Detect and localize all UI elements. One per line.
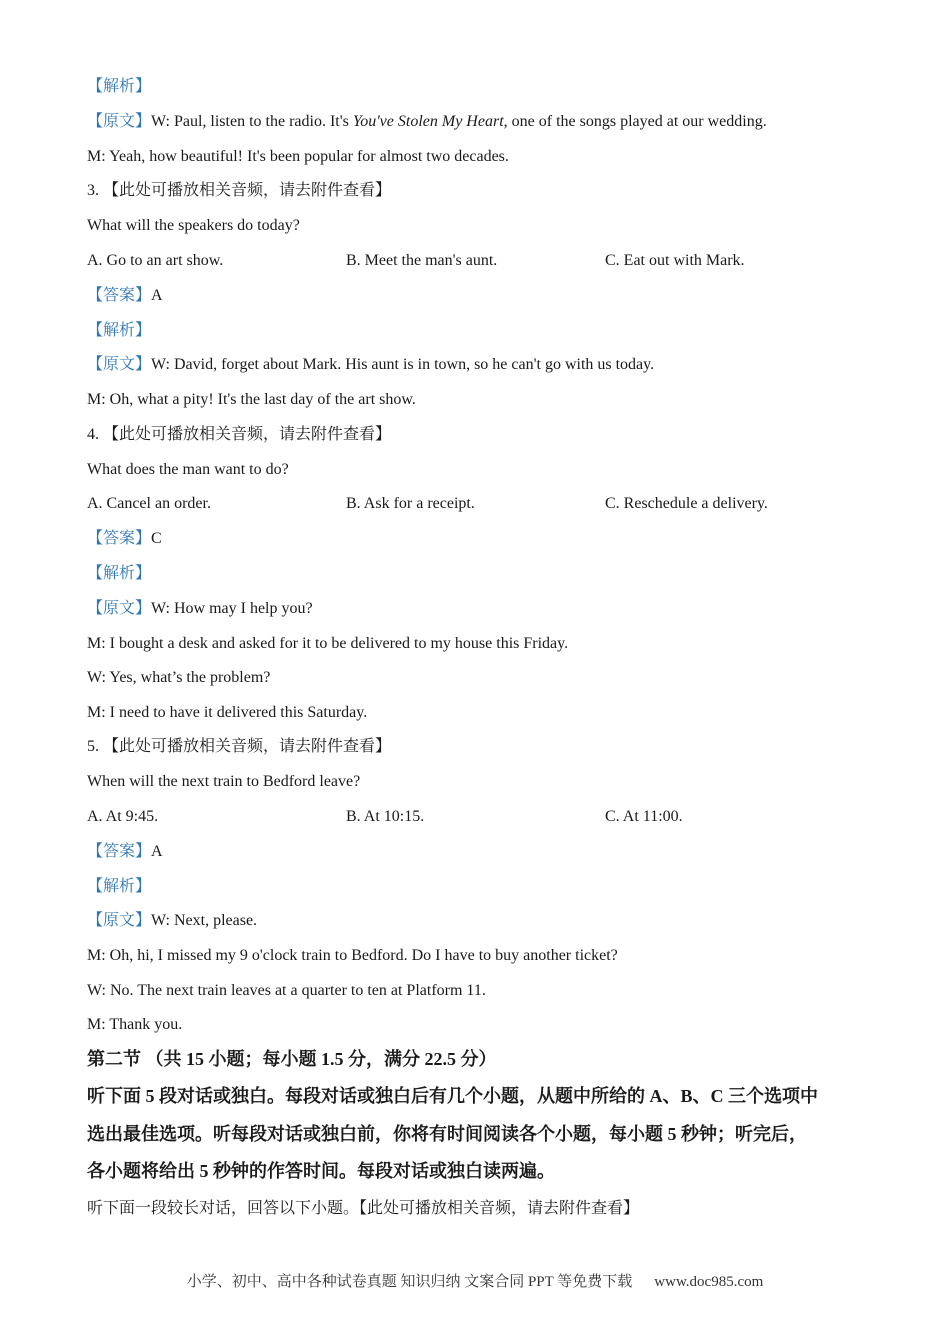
option-c: C. At 11:00. <box>605 808 683 825</box>
answer-line <box>87 842 163 862</box>
transcript-line: 【原文】W: David, forget about Mark. His aunt is in town, so he can't go with us today. <box>87 356 655 373</box>
transcript-tag: 【原文】 <box>87 912 152 929</box>
answer-line <box>87 286 163 306</box>
option-b: B. Ask for a receipt. <box>346 495 475 512</box>
transcript-tag: 【原文】 <box>87 113 152 130</box>
footer-site-link[interactable]: www.doc985.com <box>654 1274 764 1290</box>
question-text: What will the speakers do today? <box>87 217 300 234</box>
option-b: B. Meet the man's aunt. <box>346 252 498 269</box>
option-c: C. Eat out with Mark. <box>605 252 745 269</box>
option-a: A. At 9:45. <box>87 808 159 825</box>
analysis-tag: 【解析】 <box>87 878 152 895</box>
transcript-line: 【原文】W: Next, please. <box>87 912 258 929</box>
section-instructions: 选出最佳选项。听每段对话或独白前，你将有时间阅读各个小题，每小题 5 秒钟；听完后， <box>87 1124 807 1144</box>
question-header: 4. 【此处可播放相关音频，请去附件查看】 <box>87 426 392 443</box>
transcript-line: M: Oh, hi, I missed my 9 o'clock train to Bedford. Do I have to buy another ticket? <box>87 947 618 964</box>
question-text: What does the man want to do? <box>87 461 289 478</box>
question-header: 5. 【此处可播放相关音频，请去附件查看】 <box>87 738 392 755</box>
section-intro: 听下面一段较长对话，回答以下小题。【此处可播放相关音频，请去附件查看】 <box>87 1200 640 1217</box>
transcript-line: M: I need to have it delivered this Saturday. <box>87 704 368 721</box>
option-a: A. Cancel an order. <box>87 495 211 512</box>
question-header: 3. 【此处可播放相关音频，请去附件查看】 <box>87 182 392 199</box>
transcript-line: W: Yes, what’s the problem? <box>87 669 271 686</box>
question-text: When will the next train to Bedford leave? <box>87 773 361 790</box>
transcript-line: M: Oh, what a pity! It's the last day of the art show. <box>87 391 416 408</box>
transcript-line: 【原文】W: Paul, listen to the radio. It's You've Stolen My Heart, one of the songs played at our wedding. <box>87 113 767 130</box>
analysis-tag: 【解析】 <box>87 565 152 582</box>
section-instructions: 各小题将给出 5 秒钟的作答时间。每段对话或独白读两遍。 <box>87 1161 555 1181</box>
transcript-line: M: Yeah, how beautiful! It's been popular for almost two decades. <box>87 148 509 165</box>
transcript-line: M: I bought a desk and asked for it to be delivered to my house this Friday. <box>87 635 569 652</box>
answer-value: A <box>151 287 163 304</box>
section-instructions: 听下面 5 段对话或独白。每段对话或独白后有几个小题，从题中所给的 A、B、C 三个选项中 <box>87 1086 818 1106</box>
transcript-line: M: Thank you. <box>87 1016 183 1033</box>
analysis-tag: 【解析】 <box>87 78 152 95</box>
transcript-line: 【原文】W: How may I help you? <box>87 600 313 617</box>
page-footer <box>0 1270 950 1291</box>
analysis-tag: 【解析】 <box>87 322 152 339</box>
answer-value: C <box>151 530 162 547</box>
answer-tag: 【答案】 <box>87 287 152 304</box>
option-b: B. At 10:15. <box>346 808 425 825</box>
transcript-tag: 【原文】 <box>87 600 152 617</box>
song-title: You've Stolen My Heart <box>352 113 504 130</box>
answer-tag: 【答案】 <box>87 843 152 860</box>
answer-value: A <box>151 843 163 860</box>
footer-text: 小学、初中、高中各种试卷真题 知识归纳 文案合同 PPT 等免费下载 <box>186 1274 633 1290</box>
option-a: A. Go to an art show. <box>87 252 224 269</box>
transcript-line: W: No. The next train leaves at a quarter to ten at Platform 11. <box>87 982 486 999</box>
transcript-tag: 【原文】 <box>87 356 152 373</box>
section-title: 第二节 （共 15 小题；每小题 1.5 分，满分 22.5 分） <box>87 1049 497 1069</box>
option-c: C. Reschedule a delivery. <box>605 495 768 512</box>
answer-line <box>87 529 162 549</box>
answer-tag: 【答案】 <box>87 530 152 547</box>
